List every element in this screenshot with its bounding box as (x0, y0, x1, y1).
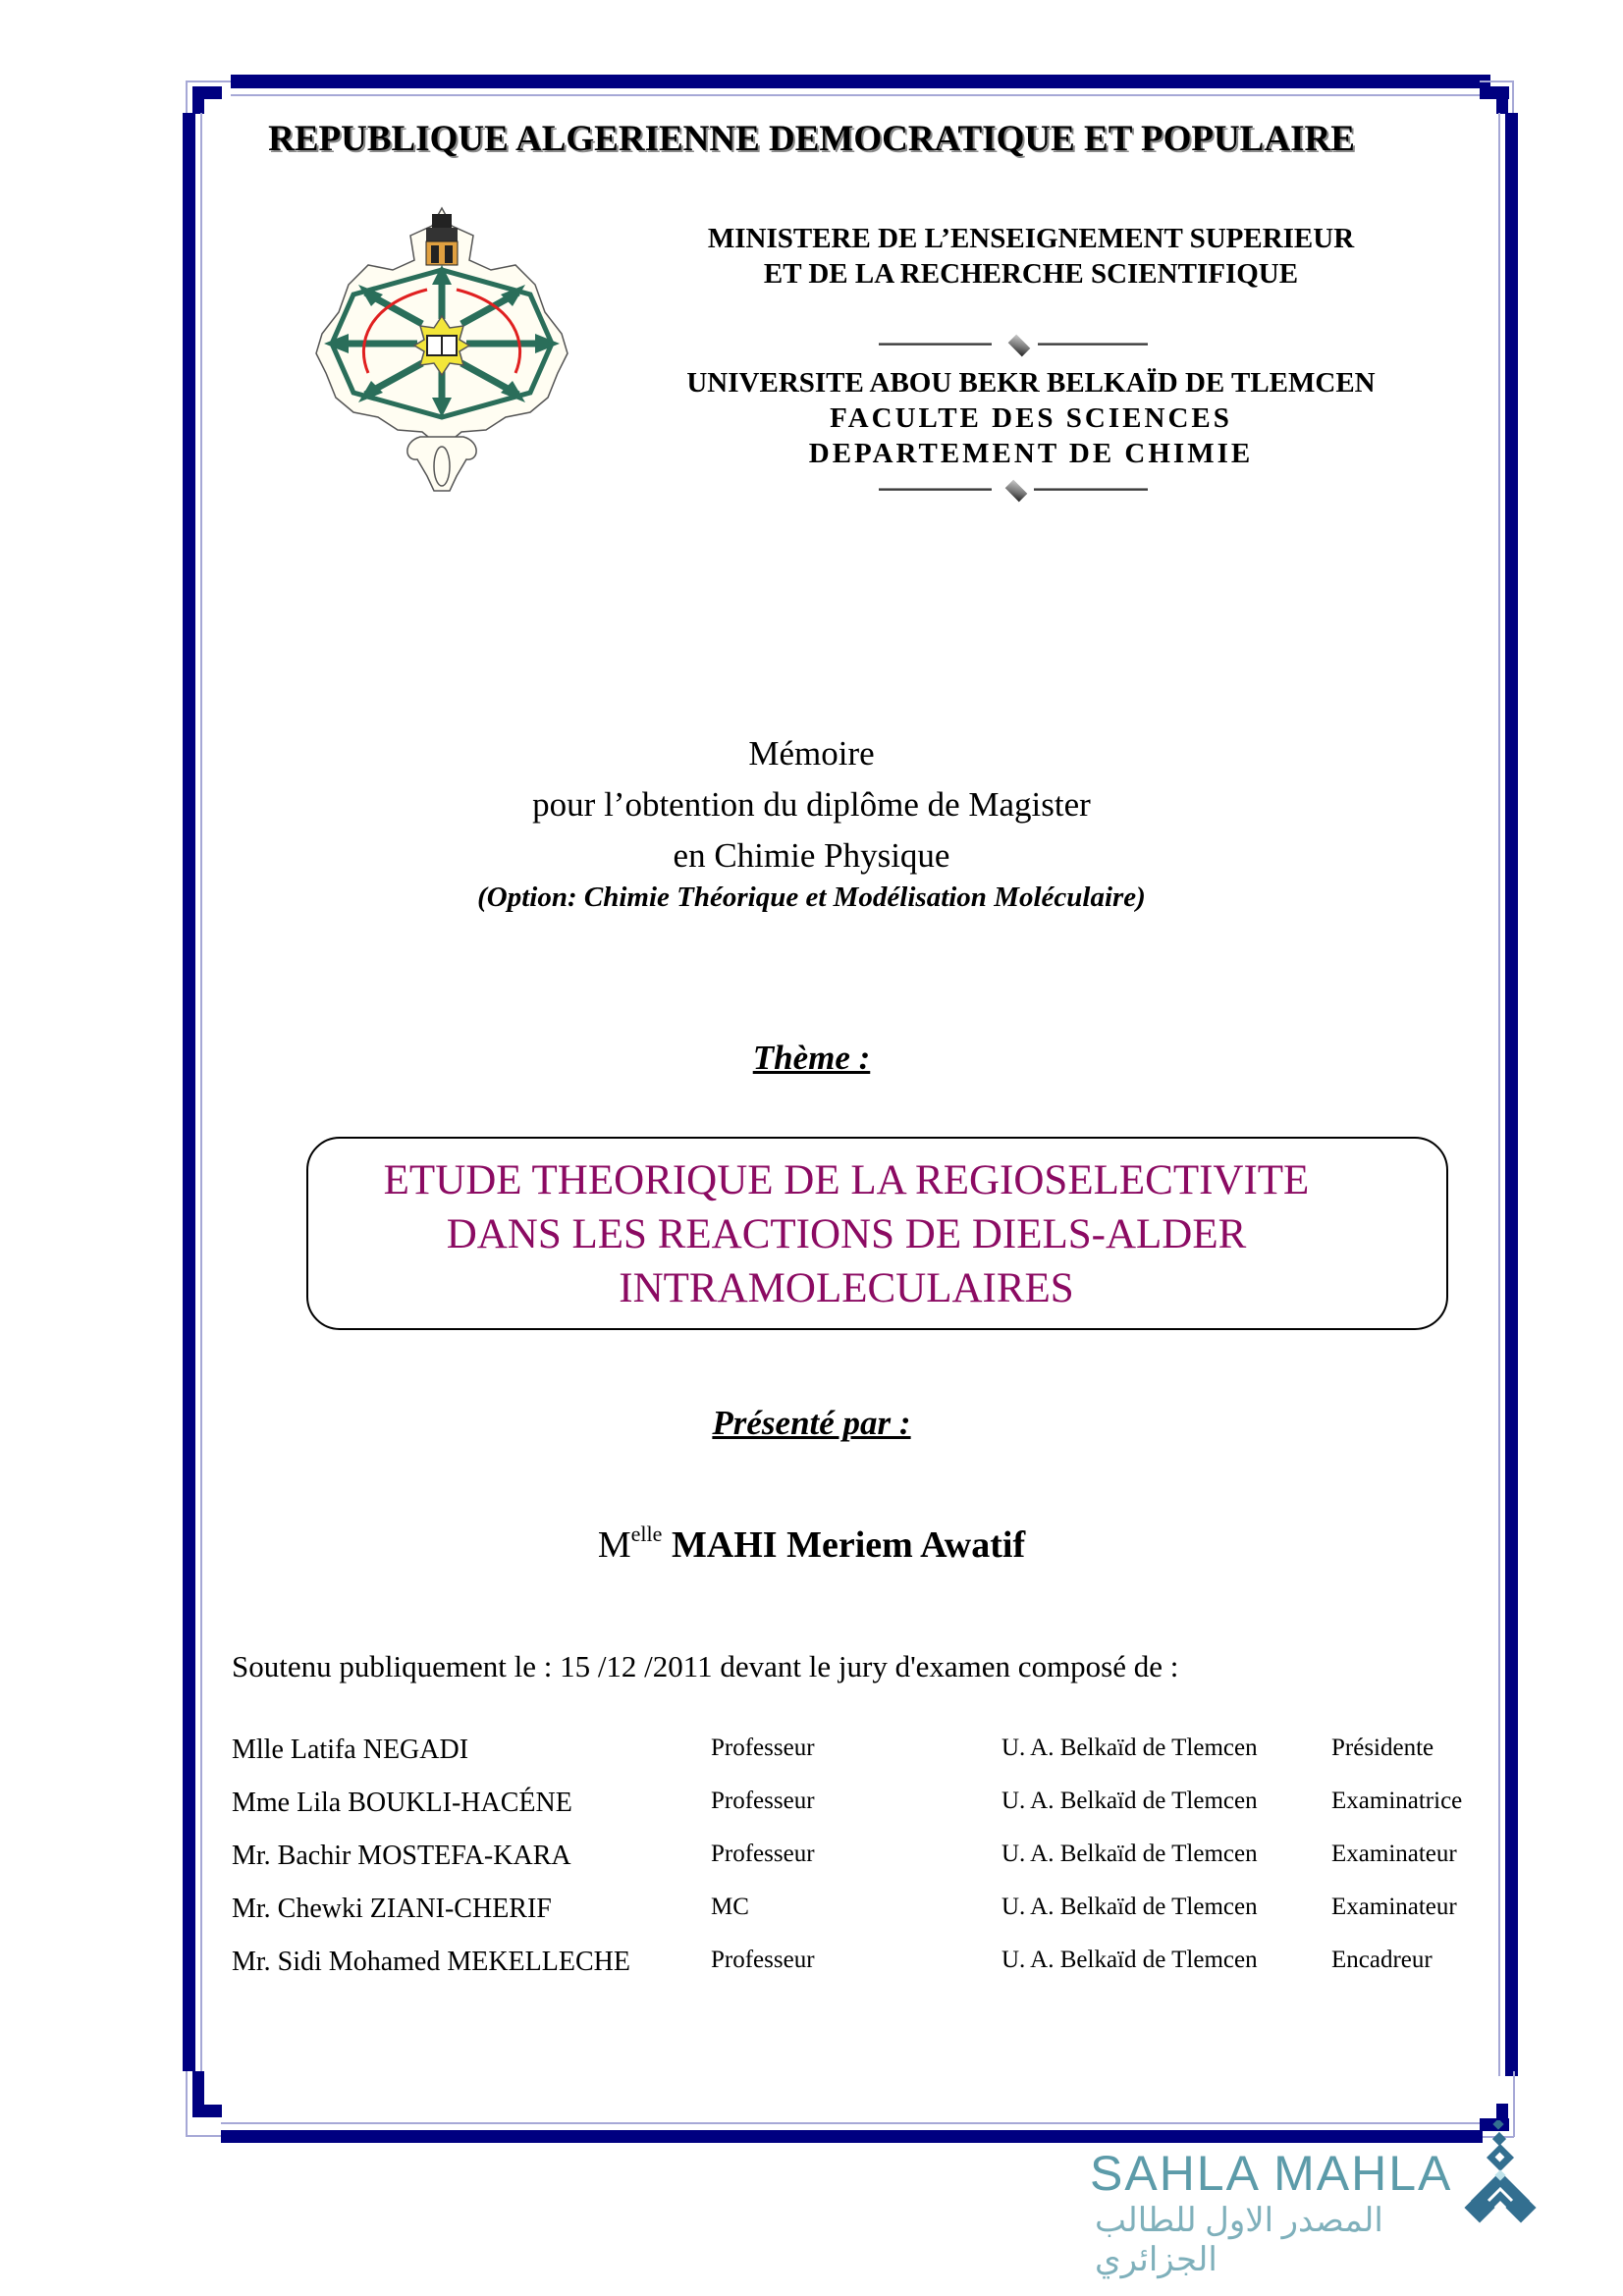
presented-label-wrap (0, 1404, 1623, 1443)
jury-name: Mlle Latifa NEGADI (232, 1735, 469, 1765)
faculty-name: FACULTE DES SCIENCES (830, 402, 1232, 434)
jury-row (232, 1735, 1508, 1788)
border-top-line (231, 94, 1490, 96)
ministry-block (668, 221, 1394, 292)
author-title-prefix: M (597, 1524, 631, 1566)
corner-tr-line (1480, 80, 1513, 82)
author-title-sup: elle (630, 1522, 663, 1547)
thesis-option: (Option: Chimie Théorique et Modélisation Moléculaire) (477, 881, 1146, 913)
title-line1: ETUDE THEORIQUE DE LA REGIOSELECTIVITE (383, 1157, 1310, 1203)
jury-role: Examinateur (1331, 1894, 1457, 1920)
jury-grade: Professeur (711, 1947, 815, 1973)
ministry-line1: MINISTERE DE L’ENSEIGNEMENT SUPERIEUR (707, 223, 1355, 254)
sahla-mahla-tagline: المصدر الاول للطالب الجزائري (1095, 2203, 1383, 2278)
department-name: DEPARTEMENT DE CHIMIE (808, 438, 1254, 469)
jury-role: Examinatrice (1331, 1788, 1463, 1814)
corner-tl-line2 (186, 80, 188, 114)
jury-row (232, 1788, 1508, 1841)
thesis-field: en Chimie Physique (673, 836, 950, 875)
ministry-line2: ET DE LA RECHERCHE SCIENTIFIQUE (763, 258, 1299, 290)
jury-grade: Professeur (711, 1841, 815, 1867)
jury-grade: Professeur (711, 1788, 815, 1814)
jury-grade: MC (711, 1894, 749, 1920)
corner-tr-line2 (1512, 80, 1514, 114)
title-line2: DANS LES REACTIONS DE DIELS-ALDER (446, 1211, 1247, 1257)
corner-bl-step2 (192, 2071, 204, 2117)
jury-name: Mr. Sidi Mohamed MEKELLECHE (232, 1947, 630, 1977)
jury-name: Mr. Chewki ZIANI-CHERIF (232, 1894, 552, 1924)
border-bottom-line (221, 2122, 1483, 2124)
jury-role: Examinateur (1331, 1841, 1457, 1867)
jury-row (232, 1947, 1508, 2000)
jury-institution: U. A. Belkaïd de Tlemcen (1001, 1735, 1258, 1761)
jury-institution: U. A. Belkaïd de Tlemcen (1001, 1788, 1258, 1814)
ornamental-divider (879, 338, 1163, 351)
jury-role: Encadreur (1331, 1947, 1433, 1973)
corner-tl-line (186, 80, 231, 82)
border-top-bar (231, 75, 1490, 88)
jury-row (232, 1894, 1508, 1947)
jury-grade: Professeur (711, 1735, 815, 1761)
university-emblem-icon (295, 196, 589, 501)
university-name: UNIVERSITE ABOU BEKR BELKAÏD DE TLEMCEN (686, 367, 1376, 399)
corner-bl-line2 (186, 2071, 188, 2136)
jury-role: Présidente (1331, 1735, 1434, 1761)
jury-row (232, 1841, 1508, 1894)
author-name (0, 1523, 1623, 1567)
republic-heading: REPUBLIQUE ALGERIENNE DEMOCRATIQUE ET POPULAIRE (268, 119, 1355, 159)
thesis-type: Mémoire (748, 734, 875, 773)
sahla-mahla-logo-icon (1461, 2120, 1540, 2228)
border-bottom-bar (221, 2130, 1483, 2143)
jury-name: Mme Lila BOUKLI-HACÉNE (232, 1788, 572, 1818)
corner-bl-line (186, 2135, 221, 2137)
defense-statement: Soutenu publiquement le : 15 /12 /2011 devant le jury d'examen composé de : (232, 1649, 1179, 1683)
sahla-mahla-brand: SAHLA MAHLA (1090, 2146, 1453, 2201)
jury-institution: U. A. Belkaïd de Tlemcen (1001, 1841, 1258, 1867)
border-left-bar (183, 113, 195, 2071)
author-full-name: MAHI Meriem Awatif (671, 1524, 1026, 1566)
thesis-title (306, 1153, 1386, 1315)
thesis-purpose: pour l’obtention du diplôme de Magister (532, 785, 1091, 824)
theme-label-wrap (0, 1039, 1623, 1078)
theme-label: Thème : (752, 1039, 871, 1077)
diamond-icon (1008, 335, 1031, 357)
jury-institution: U. A. Belkaïd de Tlemcen (1001, 1947, 1258, 1973)
diamond-icon (1005, 480, 1028, 503)
ornamental-divider (879, 483, 1163, 497)
title-line3: INTRAMOLECULAIRES (619, 1265, 1074, 1311)
jury-table (232, 1735, 1508, 2000)
presented-by-label: Présenté par : (712, 1404, 911, 1442)
corner-tl-step2 (192, 86, 204, 114)
university-block (648, 365, 1414, 471)
border-left-line (200, 113, 202, 2071)
jury-name: Mr. Bachir MOSTEFA-KARA (232, 1841, 571, 1871)
corner-tr-step2 (1496, 86, 1508, 114)
jury-institution: U. A. Belkaïd de Tlemcen (1001, 1894, 1258, 1920)
